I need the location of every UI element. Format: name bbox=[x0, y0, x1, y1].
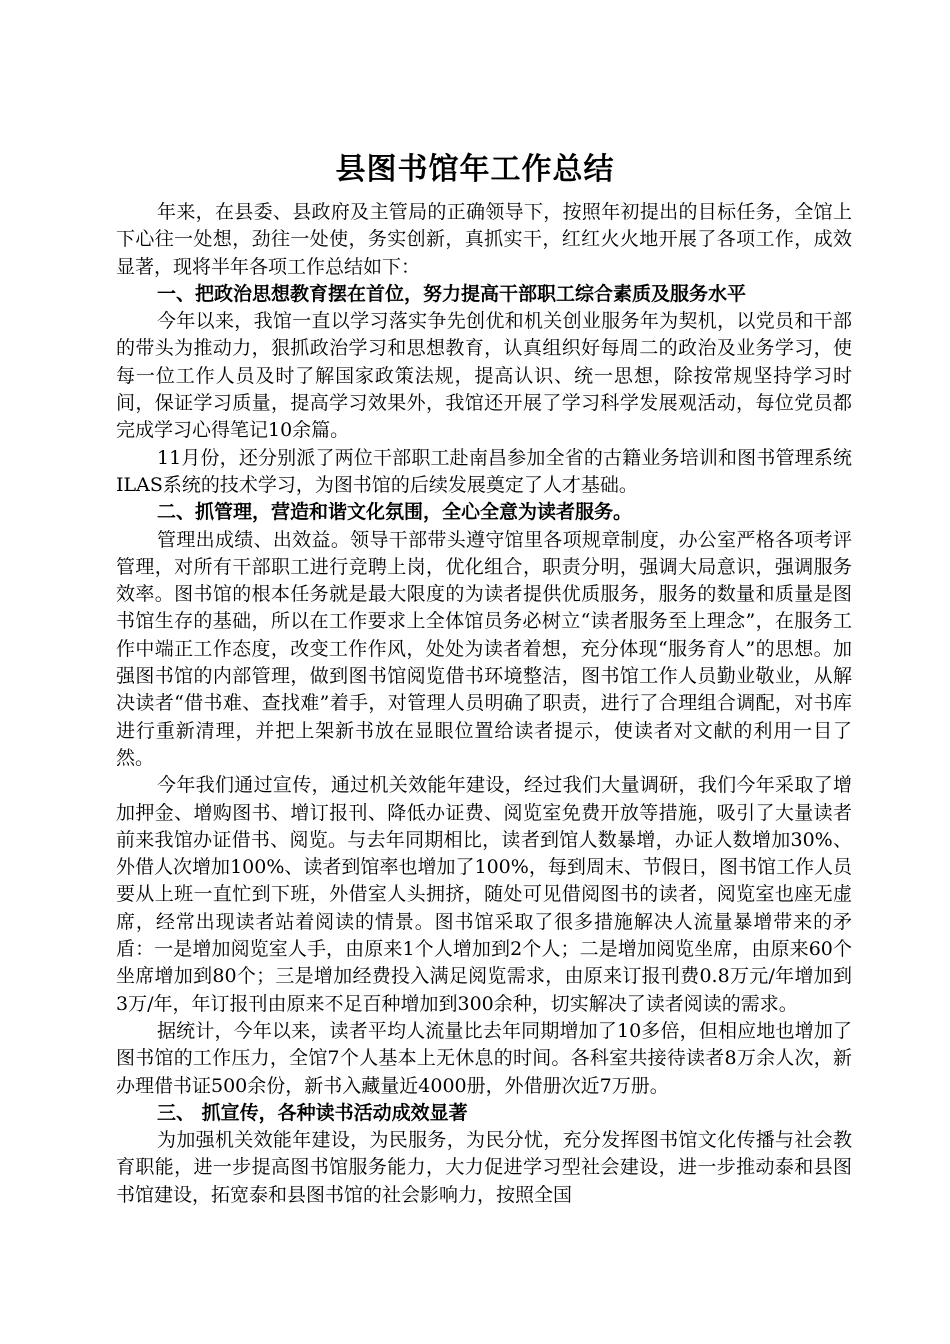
paragraph-political-study: 今年以来，我馆一直以学习落实争先创优和机关创业服务年为契机，以党员和干部的带头为推动力，狠抓政治学习和思想教育，认真组织好每周二的政治及业务学习，使每一位工作人员及时了解国家政策法规，提高认识、统一思想，除按常规坚持学习时间，保证学习质量，提高学习效果外，我馆还开展了学习科学发展观活动，每位党员都完成学习心得笔记10余篇。 bbox=[116, 310, 852, 442]
paragraph-measures: 今年我们通过宣传，通过机关效能年建设，经过我们大量调研，我们今年采取了增加押金、增购图书、增订报刊、降低办证费、阅览室免费开放等措施，吸引了大量读者前来我馆办证借书、阅览。与去年同期相比，读者到馆人数暴增，办证人数增加30%、外借人次增加100%、读者到馆率也增加了100%，每到周末、节假日，图书馆工作人员要从上班一直忙到下班，外借室人头拥挤，随处可见借阅图书的读者，阅览室也座无虚席，经常出现读者站着阅读的情景。图书馆采取了很多措施解决人流量暴增带来的矛盾：一是增加阅览室人手，由原来1个人增加到2个人；二是增加阅览坐席，由原来60个坐席增加到80个；三是增加经费投入满足阅览需求，由原来订报刊费0.8万元/年增加到3万/年，年订报刊由原来不足百种增加到300余种，切实解决了读者阅读的需求。 bbox=[116, 774, 852, 1015]
section-heading-1: 一、把政治思想教育摆在首位，努力提高干部职工综合素质及服务水平 bbox=[157, 282, 747, 305]
paragraph-publicity: 为加强机关效能年建设，为民服务，为民分忧，充分发挥图书馆文化传播与社会教育职能，进一步提高图书馆服务能力，大力促进学习型社会建设，进一步推动泰和县图书馆建设，拓宽泰和县图书馆的社会影响力，按照全国 bbox=[116, 1129, 852, 1206]
paragraph-management: 管理出成绩、出效益。领导干部带头遵守馆里各项规章制度，办公室严格各项考评管理，对所有干部职工进行竞聘上岗，优化组合，职责分明，强调大局意识，强调服务效率。图书馆的根本任务就是最大限度的为读者提供优质服务，服务的数量和质量是图书馆生存的基础，所以在工作要求上全体馆员务必树立“读者服务至上理念”，在服务工作中端正工作态度，改变工作作风，处处为读者着想，充分体现“服务育人”的思想。加强图书馆的内部管理，做到图书馆阅览借书环境整洁，图书馆工作人员勤业敬业，从解决读者“借书难、查找难”着手，对管理人员明确了职责，进行了合理组合调配，对书库进行重新清理，并把上架新书放在显眼位置给读者提示，使读者对文献的利用一目了然。 bbox=[116, 528, 852, 769]
section-heading-2: 二、抓管理，营造和谐文化氛围，全心全意为读者服务。 bbox=[157, 501, 633, 524]
section-heading-3: 三、 抓宣传，各种读书活动成效显著 bbox=[157, 1101, 468, 1124]
paragraph-training: 11月份，还分别派了两位干部职工赴南昌参加全省的古籍业务培训和图书管理系统ILAS系统的技术学习，为图书馆的后续发展奠定了人才基础。 bbox=[116, 446, 852, 496]
paragraph-statistics: 据统计，今年以来，读者平均人流量比去年同期增加了10多倍，但相应地也增加了图书馆的工作压力，全馆7个人基本上无休息的时间。各科室共接待读者8万余人次，新办理借书证500余份，新书入藏量近4000册，外借册次近7万册。 bbox=[116, 1019, 852, 1097]
document-body bbox=[116, 199, 852, 1209]
paragraph-intro: 年来，在县委、县政府及主管局的正确领导下，按照年初提出的目标任务，全馆上下心往一处想，劲往一处使，务实创新，真抓实干，红红火火地开展了各项工作，成效显著，现将半年各项工作总结如下： bbox=[116, 201, 852, 278]
document-title: 县图书馆年工作总结 bbox=[335, 152, 615, 188]
